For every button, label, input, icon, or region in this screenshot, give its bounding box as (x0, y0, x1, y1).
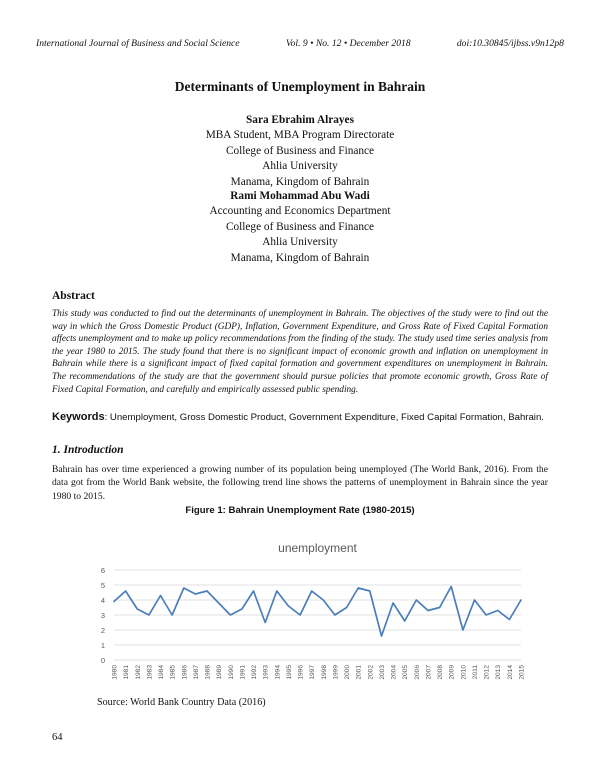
issue-info: Vol. 9 • No. 12 • December 2018 (285, 38, 411, 49)
y-tick-label: 3 (100, 611, 105, 620)
unemployment-line-chart (86, 534, 538, 694)
y-tick-label: 5 (100, 581, 105, 590)
author-block-1 (0, 113, 600, 190)
chart-title: unemployment (278, 541, 357, 555)
y-tick-label: 6 (100, 566, 105, 575)
author-block-2 (0, 189, 600, 266)
x-tick-label: 1996 (297, 665, 305, 680)
journal-name: International Journal of Business and Social Science (36, 38, 240, 49)
x-tick-label: 1989 (216, 665, 224, 680)
abstract-text: This study was conducted to find out the determinants of unemployment in Bahrain. The objectives of the study were to find out the way in which the Gross Domestic Product (GDP), Inflation, Government Expenditure, and Gross Rate of Fixed Capital Formation affects unemployment and to make up policy recommendations from the finding of the study. The study used time series analysis from the year 1980 to 2015. The study found that there is no significant impact of economic growth and inflation on unemployment in Bahrain while there is a significant impact of fixed capital formation and government expenditures on unemployment in Bahrain. The recommendations of the study are that the government should pursue policies that promote economic growth, Gross Rate of Fixed Capital Formation, and carefully and empirically assessed public spending. (52, 309, 548, 395)
x-tick-label: 1992 (251, 665, 259, 680)
x-tick-label: 2004 (390, 665, 398, 680)
abstract-heading: Abstract (52, 290, 95, 302)
x-tick-label: 2011 (471, 665, 479, 680)
author-name: Rami Mohammad Abu Wadi (230, 190, 370, 202)
x-tick-label: 2012 (483, 665, 491, 680)
keywords-label: Keywords (52, 411, 105, 423)
y-tick-label: 2 (100, 626, 105, 635)
series-line-unemployment (114, 587, 521, 637)
x-tick-label: 1983 (146, 665, 154, 680)
author-affiliation: Accounting and Economics Department (209, 205, 391, 218)
x-tick-label: 1986 (181, 665, 189, 680)
page-number: 64 (52, 732, 63, 743)
figure-source: Source: World Bank Country Data (2016) (97, 697, 266, 708)
author-affiliation: Ahlia University (262, 236, 338, 249)
y-tick-label: 0 (100, 656, 105, 665)
x-tick-label: 2008 (437, 665, 445, 680)
introduction-text: Bahrain has over time experienced a growing number of its population being unemployed (The World Bank, 2016). From the data got from the World Bank website, the following trend line shows the patterns of unemployment in Bahrain since the year 1980 to 2015. (52, 464, 548, 502)
x-tick-label: 1998 (320, 665, 328, 680)
keywords-text: : Unemployment, Gross Domestic Product, Government Expenditure, Fixed Capital Formation, Bahrain. (104, 412, 544, 423)
x-tick-label: 1999 (332, 665, 340, 680)
x-tick-label: 1981 (123, 665, 131, 680)
x-tick-label: 2005 (402, 665, 410, 680)
author-affiliation: College of Business and Finance (225, 220, 375, 233)
x-tick-label: 2002 (367, 665, 375, 680)
x-tick-label: 1988 (204, 665, 212, 680)
y-tick-label: 1 (100, 641, 105, 650)
x-tick-label: 1993 (262, 665, 270, 680)
x-tick-label: 1994 (274, 665, 282, 680)
author-affiliation: College of Business and Finance (225, 144, 375, 157)
x-tick-label: 1990 (227, 665, 235, 680)
paper-title: Determinants of Unemployment in Bahrain (174, 79, 426, 94)
doi: doi:10.30845/ijbss.v9n12p8 (456, 38, 564, 49)
x-tick-label: 2009 (448, 665, 456, 680)
x-tick-label: 1982 (134, 665, 142, 680)
x-tick-label: 2015 (518, 665, 526, 680)
x-tick-label: 1985 (169, 665, 177, 680)
x-tick-label: 2013 (495, 665, 503, 680)
x-tick-label: 1987 (192, 665, 200, 680)
x-tick-label: 1997 (309, 665, 317, 680)
x-tick-label: 1995 (285, 665, 293, 680)
x-tick-label: 2010 (460, 665, 468, 680)
x-tick-label: 2000 (344, 665, 352, 680)
x-tick-label: 1980 (111, 665, 119, 680)
x-tick-label: 2003 (378, 665, 386, 680)
x-tick-label: 2014 (506, 665, 514, 680)
x-tick-label: 1991 (239, 665, 247, 680)
introduction-heading: 1. Introduction (52, 444, 124, 456)
x-tick-label: 2006 (413, 665, 421, 680)
x-tick-label: 2007 (425, 665, 433, 680)
x-tick-label: 1984 (158, 665, 166, 680)
keywords (52, 411, 548, 424)
figure-caption: Figure 1: Bahrain Unemployment Rate (1980-2015) (185, 505, 415, 516)
running-header (36, 38, 564, 49)
x-tick-label: 2001 (355, 665, 363, 680)
author-affiliation: Manama, Kingdom of Bahrain (230, 251, 370, 264)
author-affiliation: MBA Student, MBA Program Directorate (205, 129, 395, 142)
y-tick-label: 4 (100, 596, 105, 605)
author-affiliation: Manama, Kingdom of Bahrain (230, 175, 370, 188)
author-name: Sara Ebrahim Alrayes (246, 114, 354, 126)
author-affiliation: Ahlia University (262, 160, 338, 173)
